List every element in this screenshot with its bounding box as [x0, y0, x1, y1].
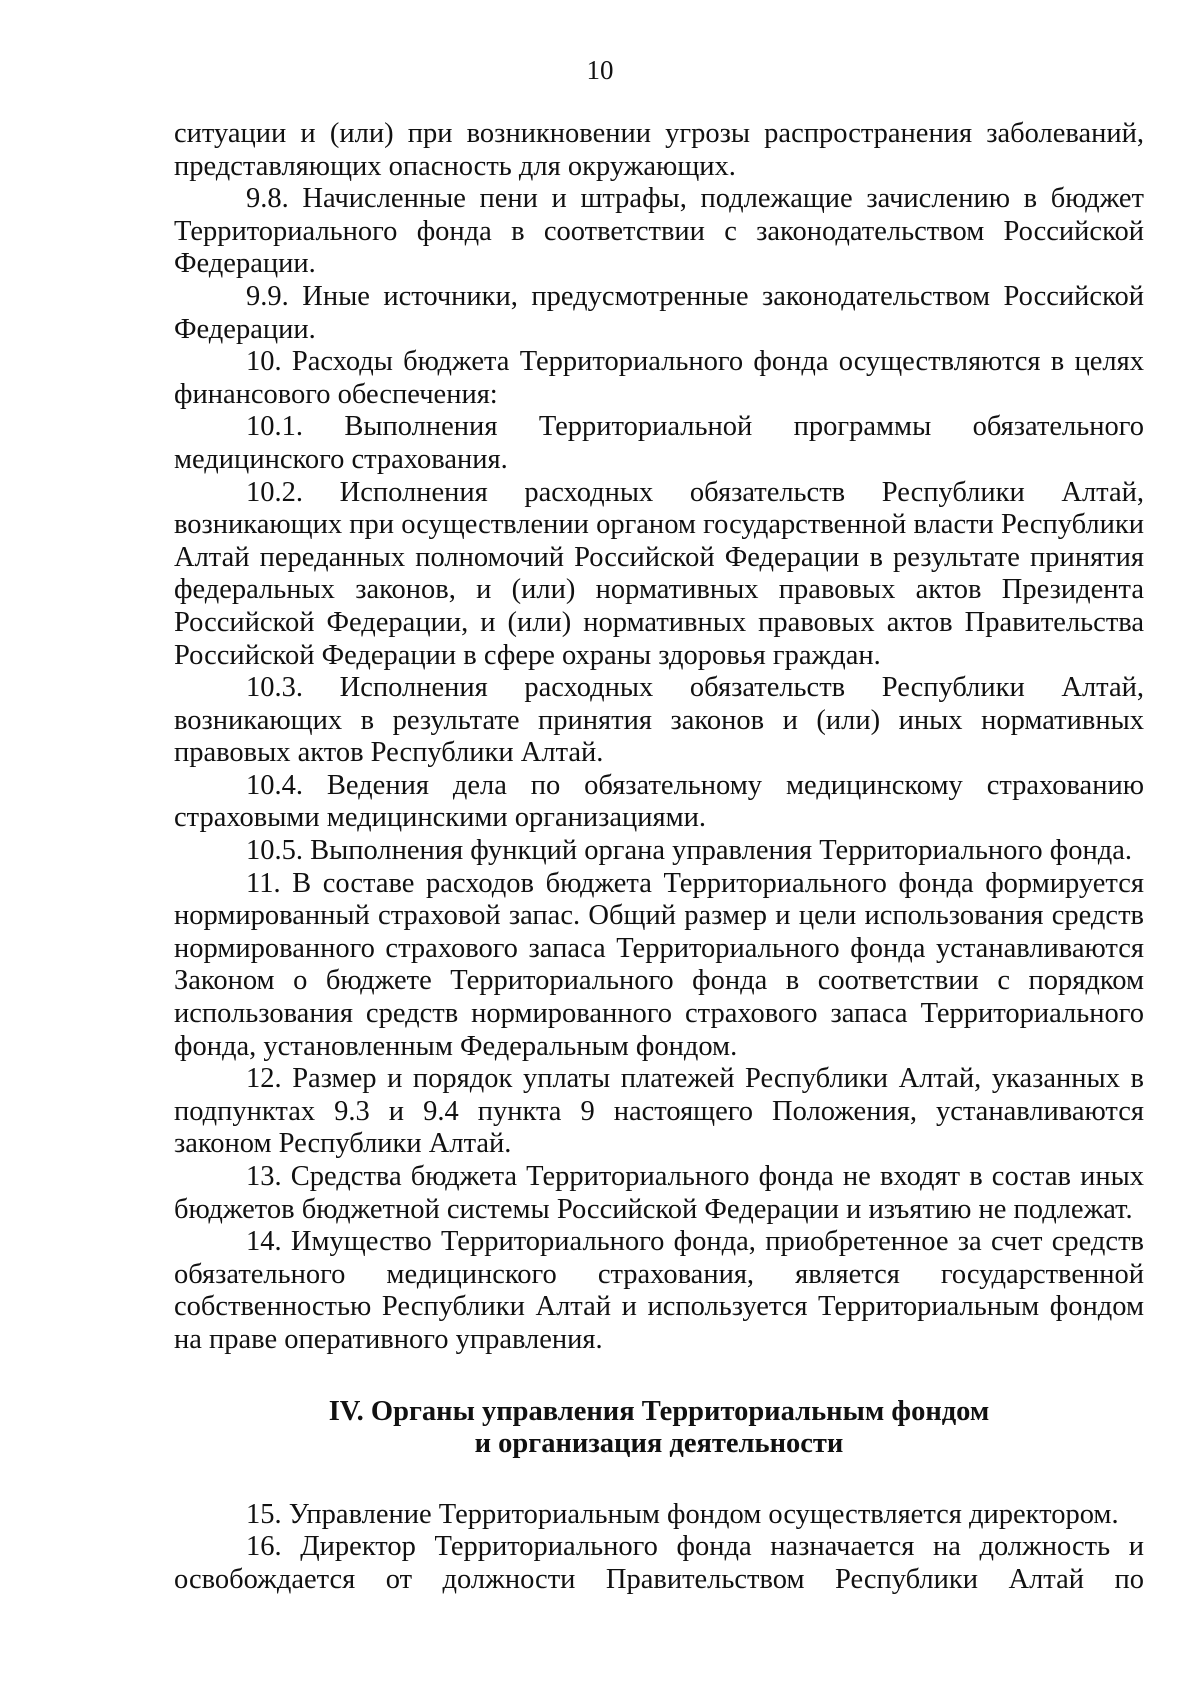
paragraph-10-1: 10.1. Выполнения Территориальной программы обязательного медицинского страхования.: [174, 411, 1144, 475]
page-number: 10: [586, 55, 614, 85]
paragraph-12: 12. Размер и порядок уплаты платежей Республики Алтай, указанных в подпунктах 9.3 и 9.4 пункта 9 настоящего Положения, устанавливаются законом Республики Алтай.: [174, 1063, 1144, 1160]
paragraph-10-3: 10.3. Исполнения расходных обязательств Республики Алтай, возникающих в результате принятия законов и (или) иных нормативных правовых актов Республики Алтай.: [174, 672, 1144, 769]
paragraph-15: 15. Управление Территориальным фондом осуществляется директором.: [246, 1498, 1119, 1530]
section-heading-line-1: IV. Органы управления Территориальным фондом: [328, 1395, 990, 1427]
paragraph-9-9: 9.9. Иные источники, предусмотренные законодательством Российской Федерации.: [174, 280, 1144, 345]
paragraph-10-5: 10.5. Выполнения функций органа управления Территориального фонда.: [246, 835, 1132, 867]
paragraph-14: 14. Имущество Территориального фонда, приобретенное за счет средств обязательного медицинского страхования, является государственной собственностью Республики Алтай и используется Территориальным фондом на праве оперативного управления.: [174, 1226, 1144, 1355]
section-heading-line-2: и организация деятельности: [474, 1428, 844, 1460]
paragraph-9-8: 9.8. Начисленные пени и штрафы, подлежащие зачислению в бюджет Территориального фонда в соответствии с законодательством Российской Федерации.: [174, 183, 1144, 280]
paragraph-11: 11. В составе расходов бюджета Территориального фонда формируется нормированный страховой запас. Общий размер и цели использования средств нормированного страхового запаса Территориального фонда устанавливаются Законом о бюджете Территориального фонда в соответствии с порядком использования средств нормированного страхового запаса Территориального фонда, установленным Федеральным фондом.: [174, 867, 1144, 1062]
paragraph-16: 16. Директор Территориального фонда назначается на должность и освобождается от должности Правительством Республики Алтай по: [174, 1531, 1144, 1595]
paragraph-13: 13. Средства бюджета Территориального фонда не входят в состав иных бюджетов бюджетной системы Российской Федерации и изъятию не подлежат.: [174, 1161, 1144, 1225]
paragraph-10-4: 10.4. Ведения дела по обязательному медицинскому страхованию страховыми медицинскими организациями.: [174, 769, 1144, 834]
section-heading: [174, 1396, 1144, 1461]
document-body: [174, 118, 1144, 1597]
paragraph-continuation: ситуации и (или) при возникновении угрозы распространения заболеваний, представляющих опасность для окружающих.: [174, 118, 1144, 182]
paragraph-10: 10. Расходы бюджета Территориального фонда осуществляются в целях финансового обеспечения:: [174, 346, 1144, 410]
paragraph-10-2: 10.2. Исполнения расходных обязательств Республики Алтай, возникающих при осуществлении органом государственной власти Республики Алтай переданных полномочий Российской Федерации в результате принятия федеральных законов, и (или) нормативных правовых актов Президента Российской Федерации, и (или) нормативных правовых актов Правительства Российской Федерации в сфере охраны здоровья граждан.: [174, 476, 1144, 671]
